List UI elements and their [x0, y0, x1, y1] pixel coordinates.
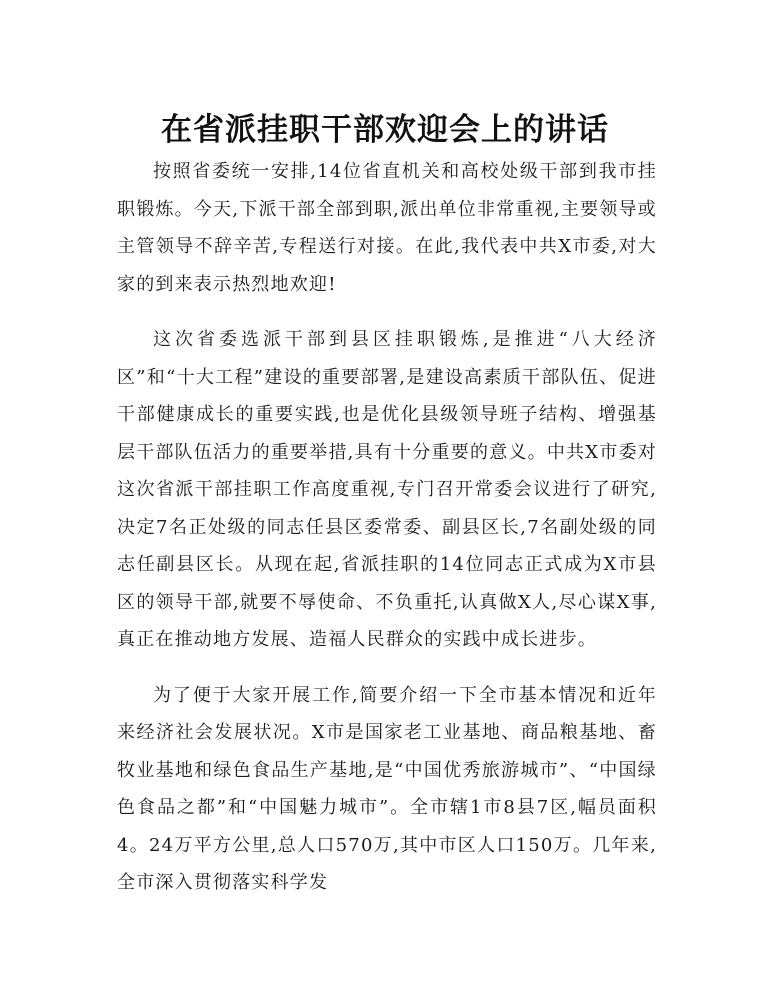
paragraph-2: 这次省委选派干部到县区挂职锻炼,是推进“八大经济区”和“十大工程”建设的重要部署,是建设高素质干部队伍、促进干部健康成长的重要实践,也是优化县级领导班子结构、增强基层干部队伍活力的重要举措,具有十分重要的意义。中共X市委对这次省派干部挂职工作高度重视,专门召开常委会议进行了研究,决定7名正处级的同志任县区委常委、副县区长,7名副处级的同志任副县区长。从现在起,省派挂职的14位同志正式成为X市县区的领导干部,就要不辱使命、不负重托,认真做X人,尽心谋X事,真正在推动地方发展、造福人民群众的实践中成长进步。 [117, 329, 657, 650]
document-body [117, 153, 657, 920]
paragraph-3: 为了便于大家开展工作,简要介绍一下全市基本情况和近年来经济社会发展状况。X市是国家老工业基地、商品粮基地、畜牧业基地和绿色食品生产基地,是“中国优秀旅游城市”、“中国绿色食品之都”和“中国魅力城市”。全市辖1市8县7区,幅员面积4。24万平方公里,总人口570万,其中市区人口150万。几年来,全市深入贯彻落实科学发 [117, 684, 657, 893]
document-title: 在省派挂职干部欢迎会上的讲话 [161, 112, 609, 148]
paragraph-1: 按照省委统一安排,14位省直机关和高校处级干部到我市挂职锻炼。今天,下派干部全部到职,派出单位非常重视,主要领导或主管领导不辞辛苦,专程送行对接。在此,我代表中共X市委,对大家的到来表示热烈地欢迎! [117, 161, 657, 295]
